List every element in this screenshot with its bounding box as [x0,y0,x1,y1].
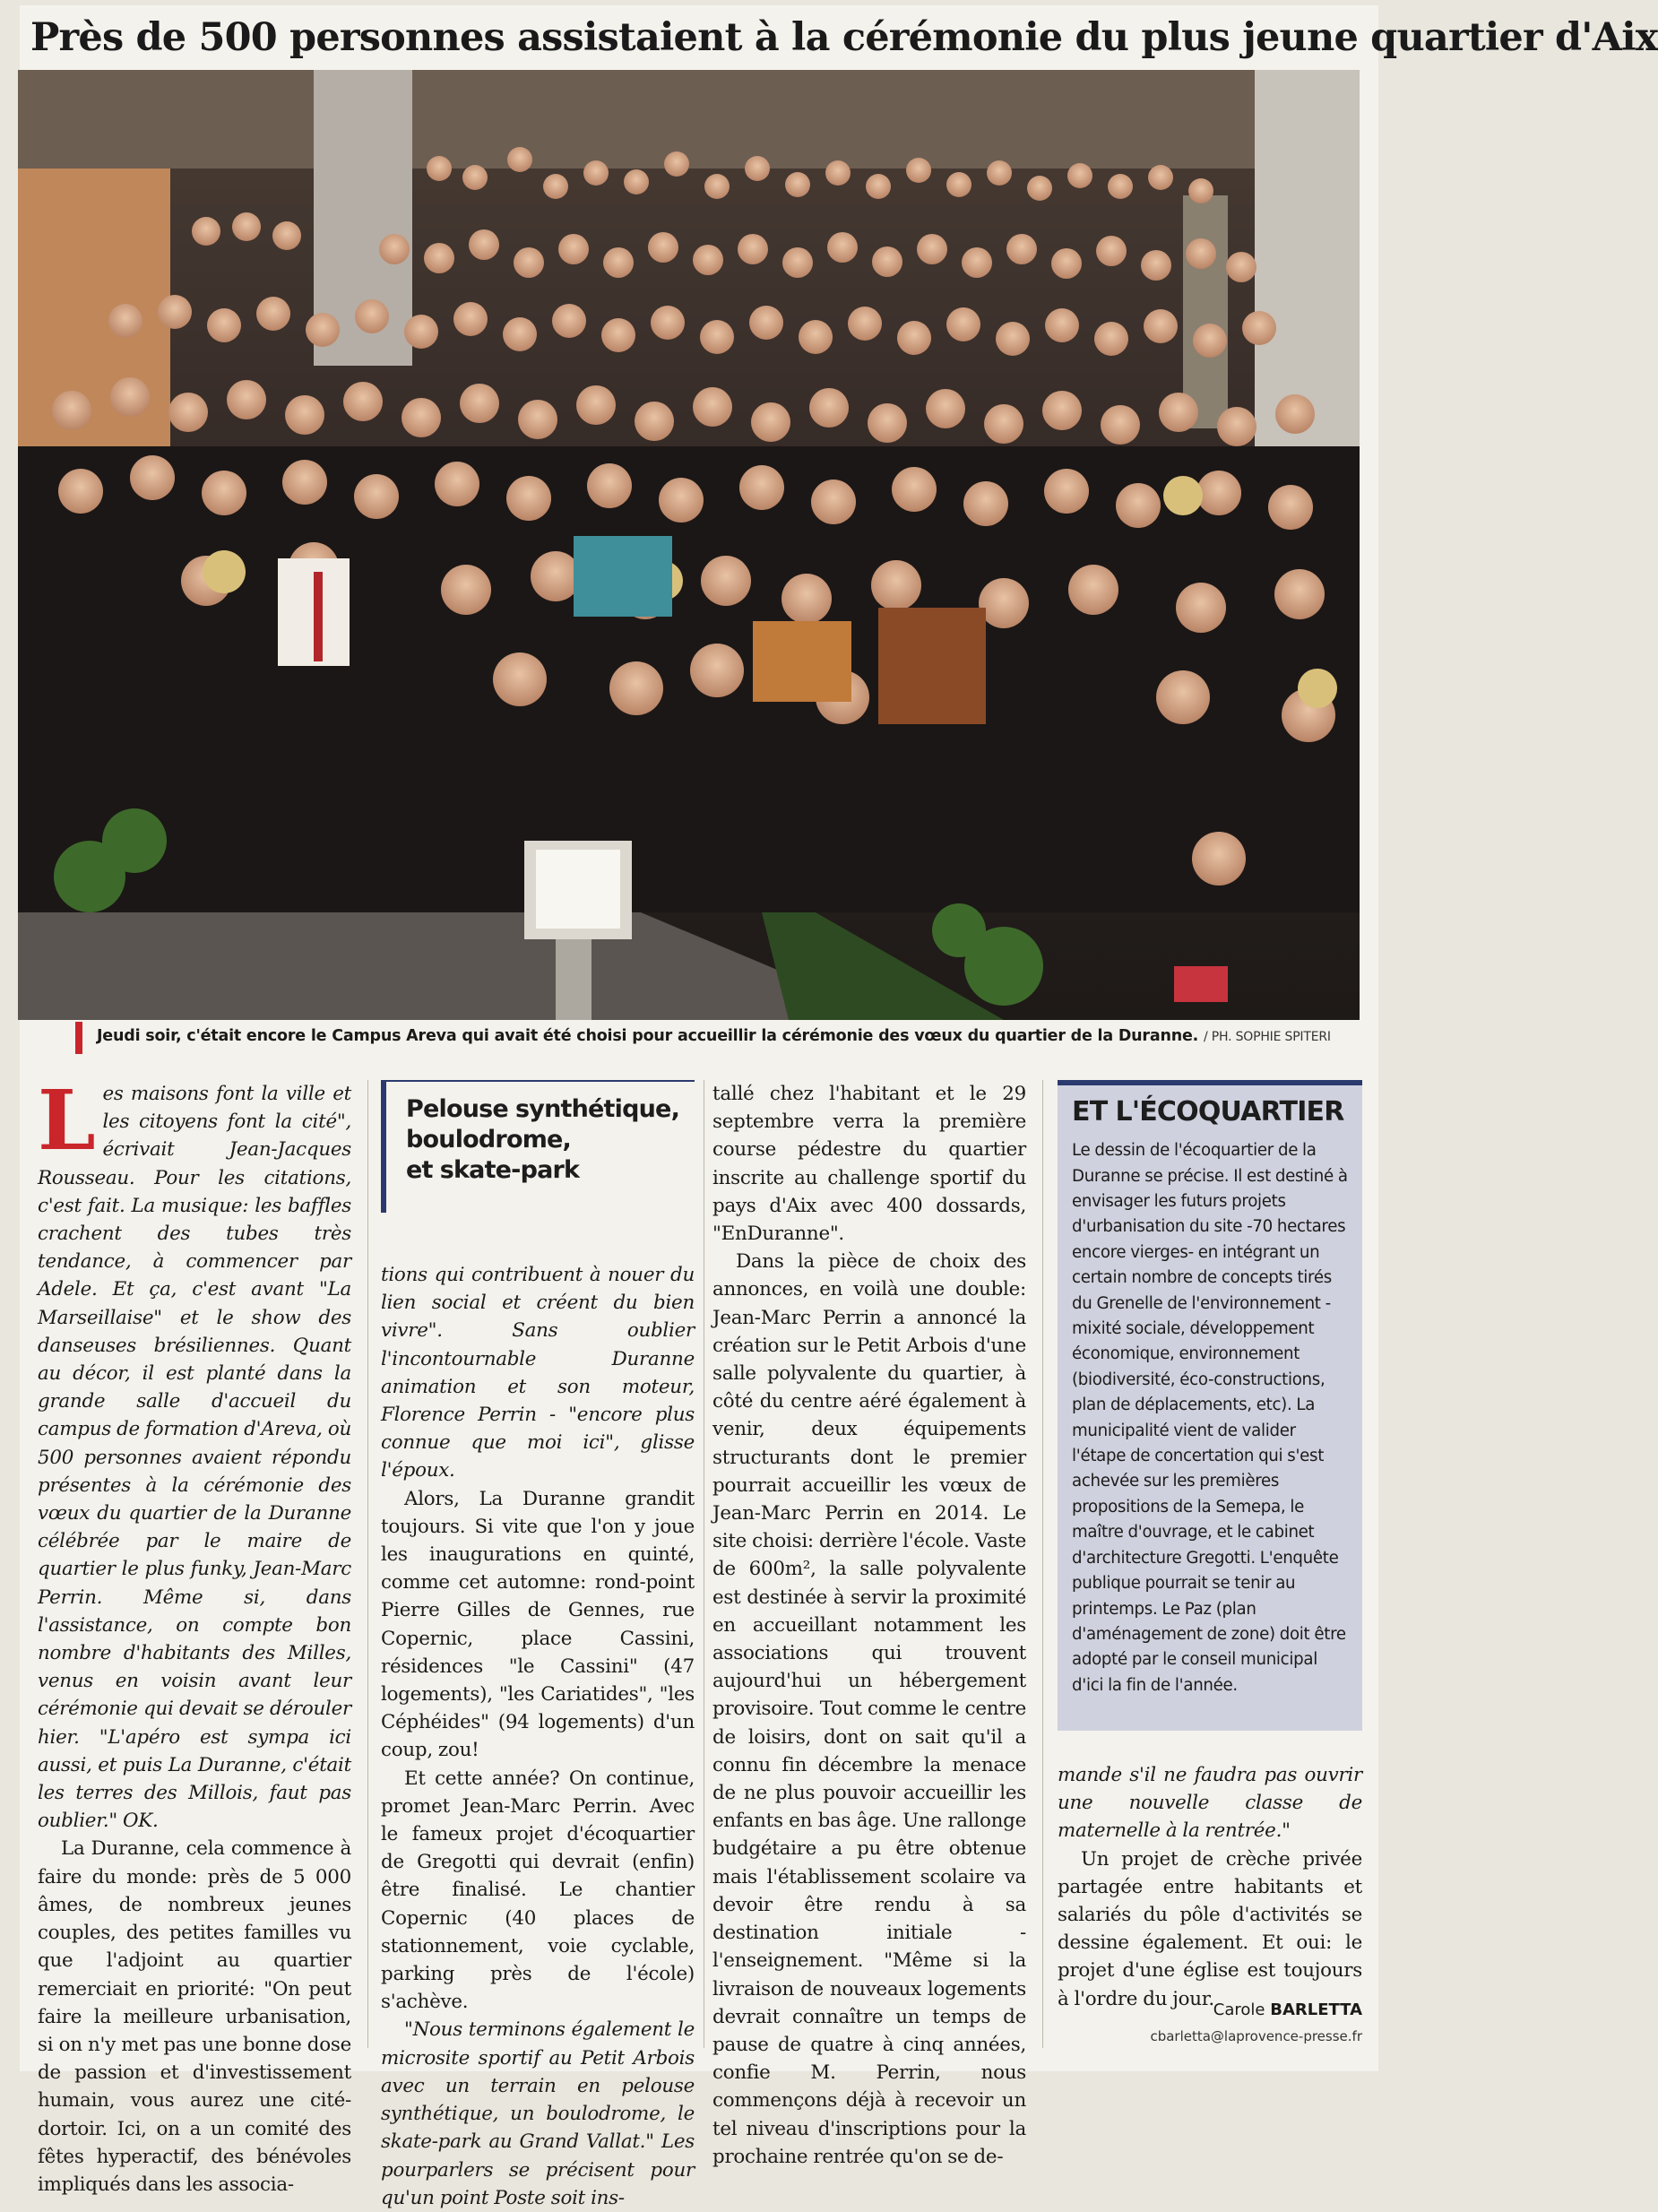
photo-caption [97,1027,1360,1054]
author-email[interactable]: cbarletta@laprovence-presse.fr [1150,2028,1362,2044]
author-last-name: BARLETTA [1270,2000,1362,2019]
paragraph-text: tions qui contribuent à nouer du lien social et créent du bien vivre". Sans oublier l'incontournable Duranne animation et son moteur, Florence Perrin - "encore plus connue que moi ici", glisse l'époux. [381,1264,695,1482]
crowd-photo-illustration [18,70,1360,1020]
article-column-2 [381,1080,695,2209]
column-rule [367,1080,368,2048]
paragraph-text: "Nous terminons également le microsite sportif au Petit Arbois avec un terrain en pelouse synthétique, un boulodrome, le skate-park au Grand Vallat." Les pourparlers se précisent pour qu'un point Poste soit ins- [381,2018,695,2209]
ecoquartier-sidebar [1058,1080,1362,1731]
article-column-4 [1058,1080,1362,2057]
author-first-name: Carole [1213,2000,1265,2019]
paragraph: Et cette année? On continue, promet Jean-Marc Perrin. Avec le fameux projet d'écoquartier de Gregotti qui devrait (enfin) être finalisé. Le chantier Copernic (40 places de stationnement, voie cyclable, parking près de l'école) s'achève. [381,1767,695,2014]
paragraph: La Duranne, cela commence à faire du monde: près de 5 000 âmes, de nombreux jeunes couples, des petites familles vu que l'adjoint au quartier remerciait en priorité: "On peut faire la meilleure urbanisation, si on n'y met pas une bonne dose de passion et d'investissement humain, vous aurez une cité-dortoir. Ici, on a un comité des fêtes hyperactif, des bénévoles impliqués dans les associa- [38,1837,351,2196]
article-column-3 [712,1080,1026,2168]
caption-text: Jeudi soir, c'était encore le Campus Areva qui avait été choisi pour accueillir la cérémonie des vœux du quartier de la Duranne. [97,1027,1199,1045]
byline [1058,2000,1362,2044]
paragraph: Alors, La Duranne grandit toujours. Si vite que l'on y joue les inaugurations en quinté, comme cet automne: rond-point Pierre Gilles de Gennes, rue Copernic, place Cassini, résidences "le Cassini" (47 logements), "les Cariatides", "les Céphéides" (94 logements) d'un coup, zou! [381,1487,695,1762]
subhead: Pelouse synthétique, boulodrome, et skate-park [406,1095,680,1184]
paragraph-text: es maisons font la ville et les citoyens font la cité", écrivait Jean-Jacques Rousseau. Pour les citations, c'est fait. La musique: les baffles crachent des tubes très tendance, à commencer par Adele. Et ça, c'est avant "La Marseillaise" et le show des danseuses brésiliennes. Quant au décor, il est planté dans la grande salle d'accueil du campus de formation d'Areva, où 500 personnes avaient répondu présentes à la cérémonie des vœux du quartier de la Duranne célébrée par le maire de quartier le plus funky, Jean-Marc Perrin. Même si, dans l'assistance, on compte bon nombre d'habitants des Milles, venus en voisin avant leur cérémonie qui devait se dérouler hier. "L'apéro est sympa ici aussi, et puis La Duranne, c'était les terres des Millois, faut pas oublier." OK. [38,1083,351,1833]
sidebar-title: ET L'ÉCOQUARTIER [1072,1096,1344,1128]
paragraph [1058,1761,1362,1845]
crowd-photo [18,70,1360,1020]
paragraph: Dans la pièce de choix des annonces, en voilà une double: Jean-Marc Perrin a annoncé la création sur le Petit Arbois d'une salle polyvalente du quartier, à côté du centre aéré également à venir, deux équipements structurants dont le premier pourrait accueillir les vœux de Jean-Marc Perrin en 2014. Le site choisi: derrière l'école. Vaste de 600m², la salle polyvalente est destinée à servir la proximité en accueillant notamment les associations qui trouvent aujourd'hui un hébergement provisoire. Tout comme le centre de loisirs, dont on sait qu'il a connu fin décembre la menace de ne plus pouvoir accueillir les enfants en bas âge. Une rallonge budgétaire a pu être obtenue mais l'établissement scolaire va devoir être rendu à sa destination initiale -l'enseignement. "Même si la livraison de nouveaux logements devrait connaître un temps de pause de quatre à cinq années, confie M. Perrin, nous commençons déjà à recevoir un tel niveau d'inscriptions pour la prochaine rentrée qu'on se de- [712,1250,1026,2168]
paragraph: tallé chez l'habitant et le 29 septembre verra la première course pédestre du quartier inscrite au challenge sportif du pays d'Aix avec 400 dossards, "EnDuranne". [712,1083,1026,1246]
sidebar-text: Le dessin de l'écoquartier de la Duranne se précise. Il est destiné à envisager les futurs projets d'urbanisation du site -70 hectares encore vierges- en intégrant un certain nombre de concepts tirés du Grenelle de l'environnement -mixité sociale, développement économique, environnement (biodiversité, éco-constructions, plan de déplacements, etc). La municipalité vient de valider l'étape de concertation qui s'est achevée sur les premières propositions de la Semepa, le maître d'ouvrage, et le cabinet d'architecture Gregotti. L'enquête publique pourrait se tenir au printemps. Le Paz (plan d'aménagement de zone) doit être adopté par le conseil municipal d'ici la fin de l'année. [1072,1141,1348,1695]
paragraph: Un projet de crèche privée partagée entre habitants et salariés du pôle d'activités se dessine également. Et oui: le projet d'une église est toujours à l'ordre du jour. [1058,1847,1362,2010]
photo-credit: / PH. SOPHIE SPITERI [1204,1030,1331,1044]
drop-cap: L [38,1072,96,1169]
lead-paragraph [38,1072,351,1835]
caption-accent-bar [75,1022,82,1054]
paragraph [381,2016,695,2211]
paragraph [381,1261,695,1485]
column-rule [1042,1080,1043,2048]
subhead-box [381,1080,695,1213]
paragraph-text: mande s'il ne faudra pas ouvrir une nouvelle classe de maternelle à la rentrée." [1058,1764,1362,1843]
headline: Près de 500 personnes assistaient à la cérémonie du plus jeune quartier d'Aix [30,15,1658,60]
article-column-1 [38,1072,351,2196]
